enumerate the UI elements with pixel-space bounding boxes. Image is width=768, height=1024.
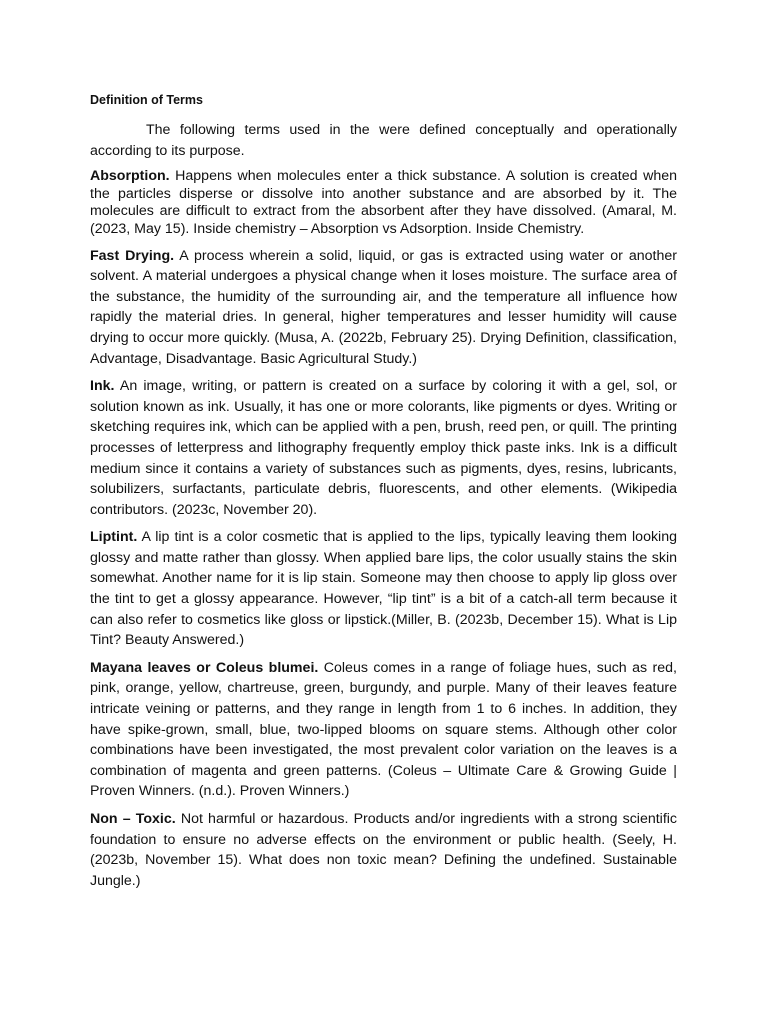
- term-definition: An image, writing, or pattern is created on a surface by coloring it with a gel, sol, or solution known as ink. Usually, it has one or more colorants, like pigments or dyes. Writing or sketching requires ink, which can be applied with a pen, brush, reed pen, or quill. The printing processes of letterpress and lithography frequently employ thick paste inks. Ink is a difficult medium since it contains a variety of substances such as pigments, dyes, resins, lubricants, solubilizers, surfactants, particulate debris, fluorescents, and other elements. (Wikipedia contributors. (2023c, November 20).: [90, 378, 677, 518]
- term-label: Non – Toxic.: [90, 811, 176, 827]
- term-non-toxic: [90, 809, 677, 891]
- document-page: [90, 92, 677, 898]
- term-definition: A process wherein a solid, liquid, or gas is extracted using water or another solvent. A material undergoes a physical change when it loses moisture. The surface area of the substance, the humidity of the surrounding air, and the temperature all influence how rapidly the material dries. In general, higher temperatures and lesser humidity will cause drying to occur more quickly. (Musa, A. (2022b, February 25). Drying Definition, classification, Advantage, Disadvantage. Basic Agricultural Study.): [90, 247, 677, 367]
- term-definition: Happens when molecules enter a thick substance. A solution is created when the particles disperse or dissolve into another substance and are absorbed by it. The molecules are difficult to extract from the absorbent after they have dissolved. (Amaral, M. (2023, May 15). Inside chemistry – Absorption vs Adsorption. Inside Chemistry.: [90, 168, 677, 237]
- term-ink: [90, 376, 677, 520]
- term-label: Liptint.: [90, 529, 138, 546]
- term-label: Fast Drying.: [90, 247, 175, 264]
- term-definition: Not harmful or hazardous. Products and/or ingredients with a strong scientific foundation to ensure no adverse effects on the environment or public health. (Seely, H. (2023b, November 15). What does non toxic mean? Defining the undefined. Sustainable Jungle.): [90, 811, 678, 889]
- term-absorption: [90, 168, 677, 238]
- term-mayana-leaves: [90, 658, 677, 802]
- term-label: Absorption.: [90, 168, 170, 185]
- term-label: Ink.: [90, 378, 115, 395]
- term-label: Mayana leaves or Coleus blumei.: [90, 659, 319, 676]
- term-liptint: [90, 527, 677, 651]
- term-definition: A lip tint is a color cosmetic that is applied to the lips, typically leaving them looking glossy and matte rather than glossy. When applied bare lips, the color usually stains the skin somewhat. Another name for it is lip stain. Someone may then choose to apply lip gloss over the tint to get a glossy appearance. However, “lip tint” is a bit of a catch-all term because it can also refer to cosmetics like gloss or lipstick.(Miller, B. (2023b, December 15). What is Lip Tint? Beauty Answered.): [90, 529, 677, 649]
- term-fast-drying: [90, 246, 677, 370]
- term-definition: Coleus comes in a range of foliage hues, such as red, pink, orange, yellow, chartreuse, green, burgundy, and purple. Many of their leaves feature intricate veining or patterns, and they range in length from 1 to 6 inches. In addition, they have spike-grown, small, blue, two-lipped blooms on square stems. Although other color combinations have been investigated, the most prevalent color variation on the leaves is a combination of magenta and green patterns. (Coleus – Ultimate Care & Growing Guide | Proven Winners. (n.d.). Proven Winners.): [90, 659, 677, 800]
- intro-paragraph: The following terms used in the were defined conceptually and operationally according to its purpose.: [90, 122, 677, 159]
- section-heading: Definition of Terms: [90, 93, 203, 107]
